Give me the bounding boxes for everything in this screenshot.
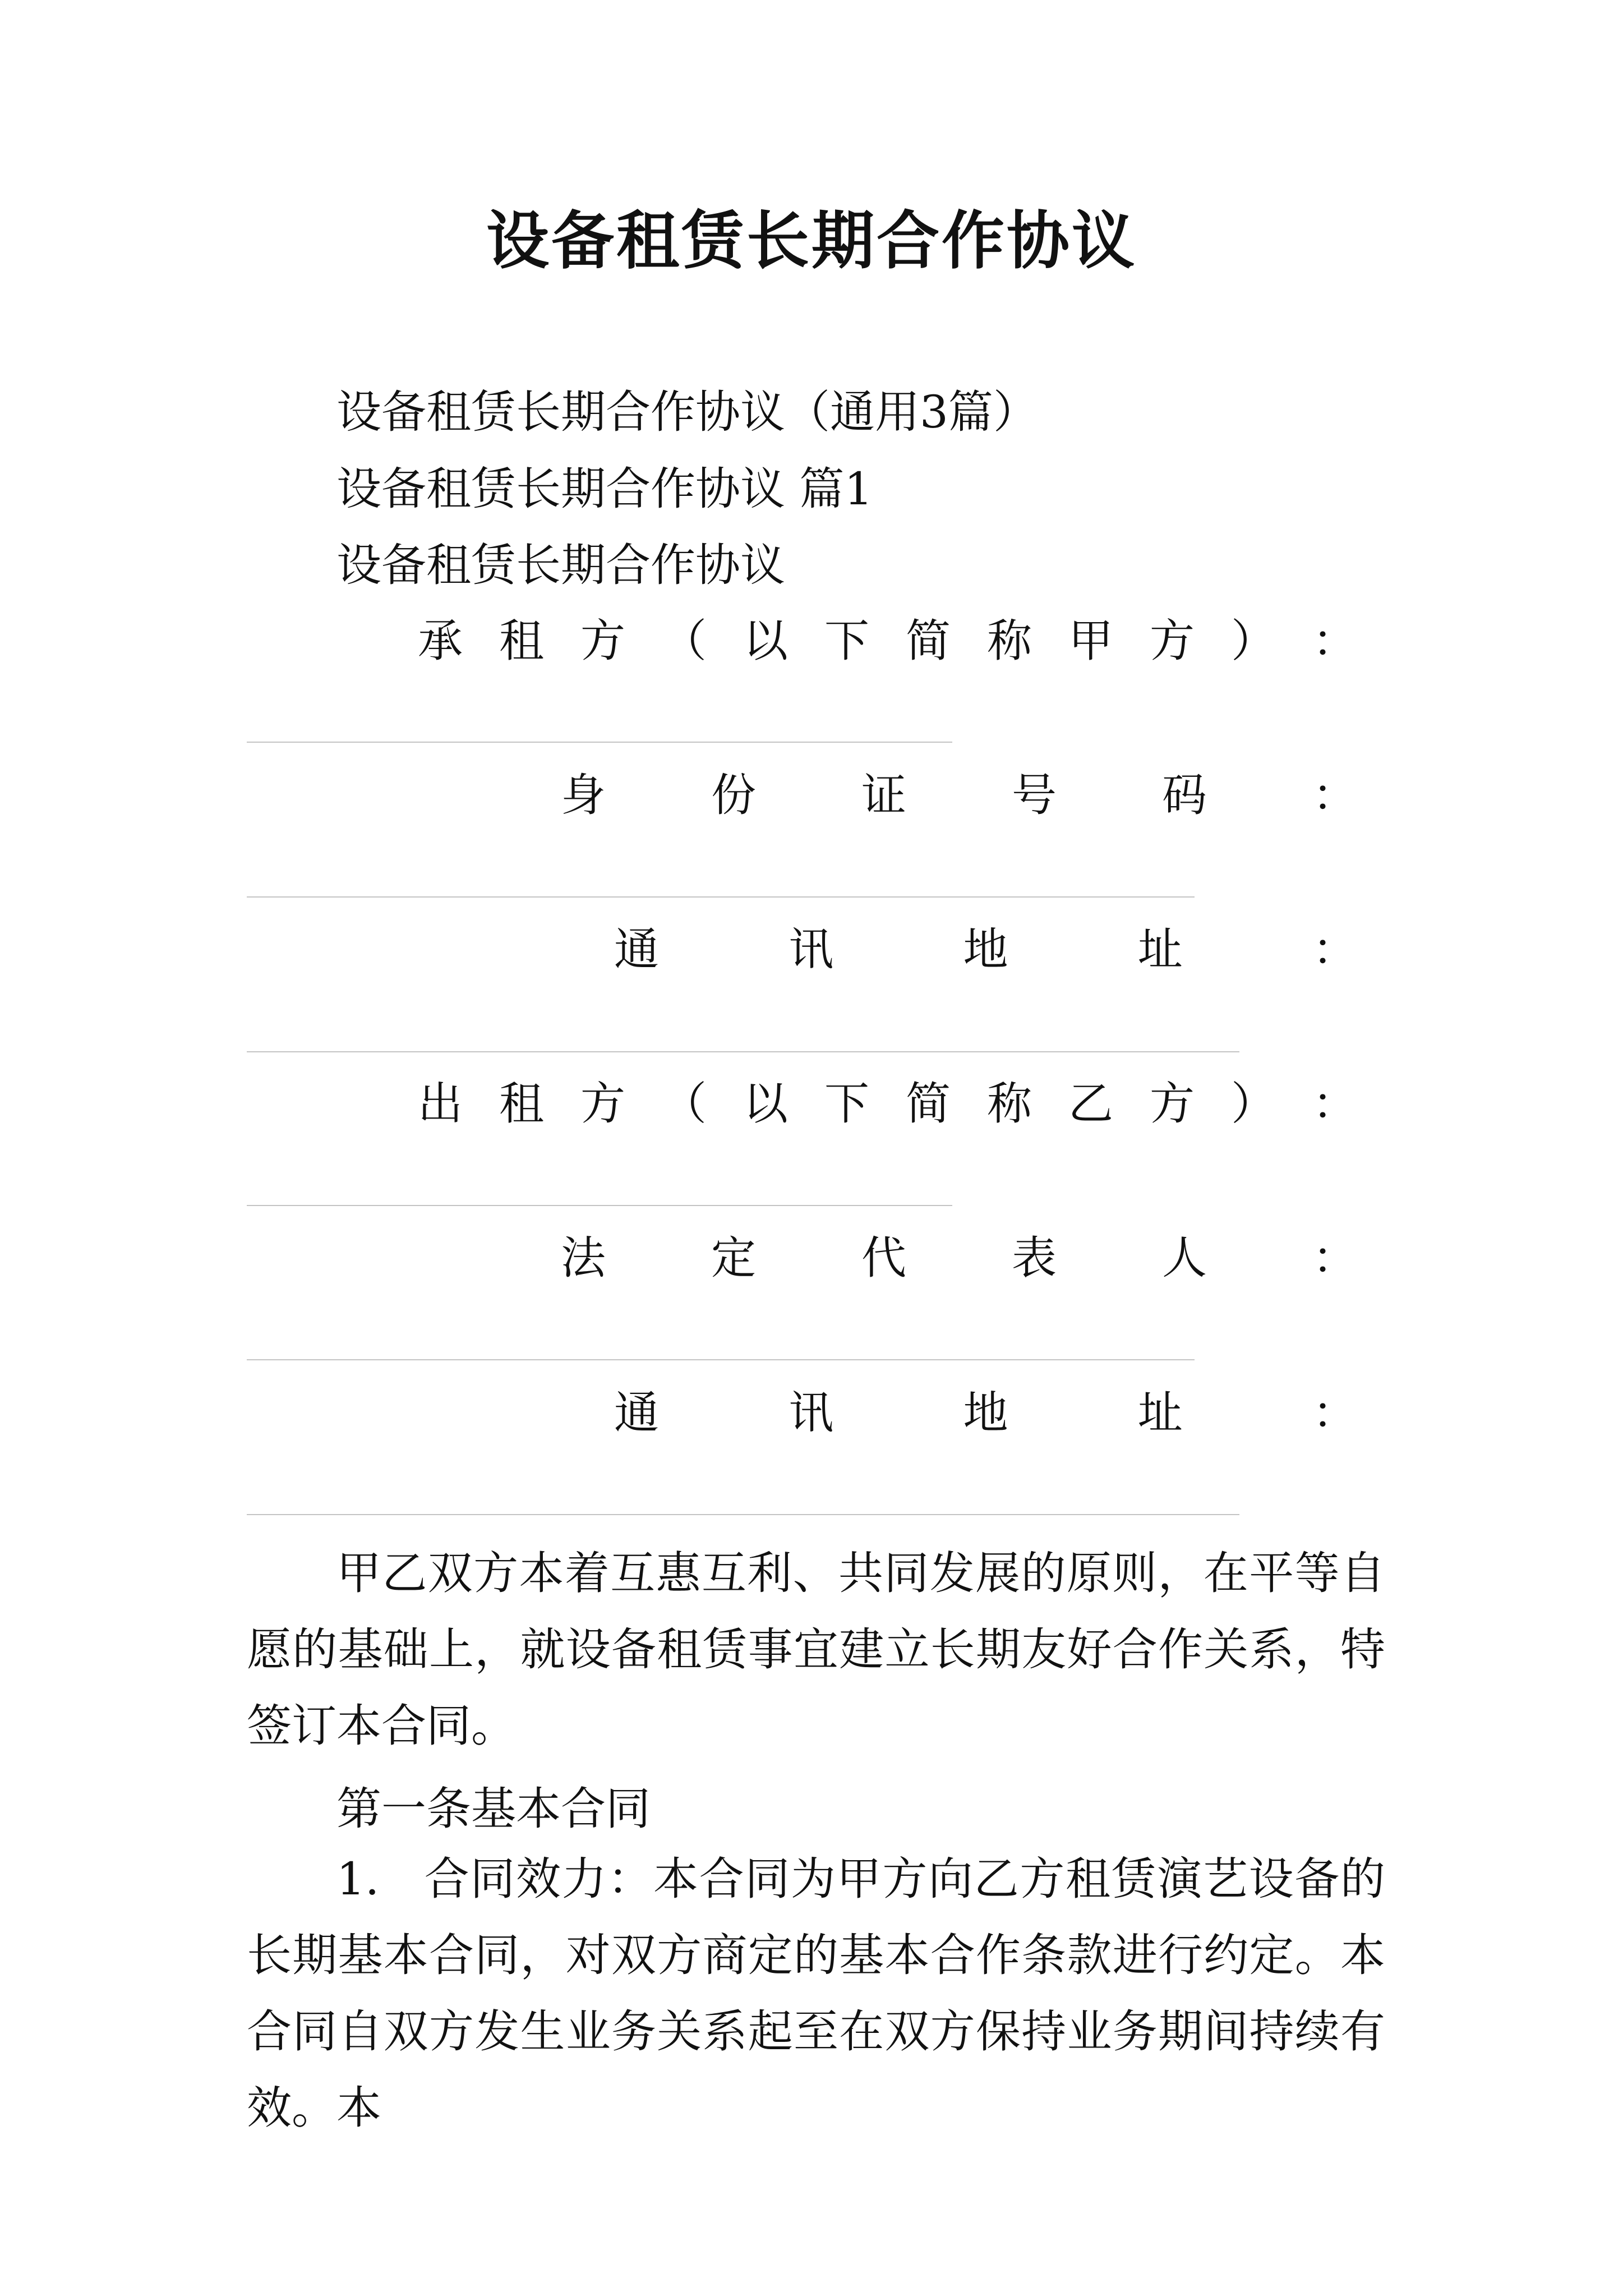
lessee-blank-line bbox=[247, 742, 952, 743]
lessor-blank-line bbox=[247, 1205, 952, 1206]
preamble-paragraph: 甲乙双方本着互惠互利、共同发展的原则，在平等自愿的基础上，就设备租赁事宜建立长期友好合作关系，特签订本合同。 bbox=[247, 1547, 1385, 1752]
lessor-label: 出 租 方 （ 以 下 简 称 乙 方 ） ： bbox=[418, 1078, 1357, 1130]
document-title: 设备租赁长期合作协议 bbox=[486, 204, 1137, 278]
article-heading: 第一条基本合同 bbox=[336, 1783, 651, 1835]
section-heading: 设备租赁长期合作协议 篇1 bbox=[336, 463, 873, 515]
legal-representative-label: 法 定 代 表 人 ： bbox=[561, 1232, 1357, 1284]
contract-clause-paragraph bbox=[247, 1841, 1385, 2146]
lessee-address-blank-line bbox=[247, 1051, 1239, 1052]
lessee-label: 承 租 方 （ 以 下 简 称 甲 方 ） ： bbox=[418, 615, 1357, 667]
lessor-address-blank-line bbox=[247, 1514, 1239, 1515]
clause-text: 合同效力：本合同为甲方向乙方租赁演艺设备的长期基本合同，对双方商定的基本合作条款进行约定。本合同自双方发生业务关系起至在双方保持业务期间持续有效。本 bbox=[247, 1853, 1385, 2134]
id-number-blank-line bbox=[247, 896, 1195, 898]
subtitle-line: 设备租赁长期合作协议（通用3篇） bbox=[336, 386, 1038, 438]
id-number-label: 身 份 证 号 码 ： bbox=[561, 769, 1357, 821]
legal-representative-blank-line bbox=[247, 1359, 1195, 1360]
clause-number: 1. bbox=[336, 1853, 380, 1905]
lessor-address-label: 通 讯 地 址 ： bbox=[614, 1387, 1357, 1439]
lessee-address-label: 通 讯 地 址 ： bbox=[614, 923, 1357, 976]
contract-name-line: 设备租赁长期合作协议 bbox=[336, 539, 785, 591]
